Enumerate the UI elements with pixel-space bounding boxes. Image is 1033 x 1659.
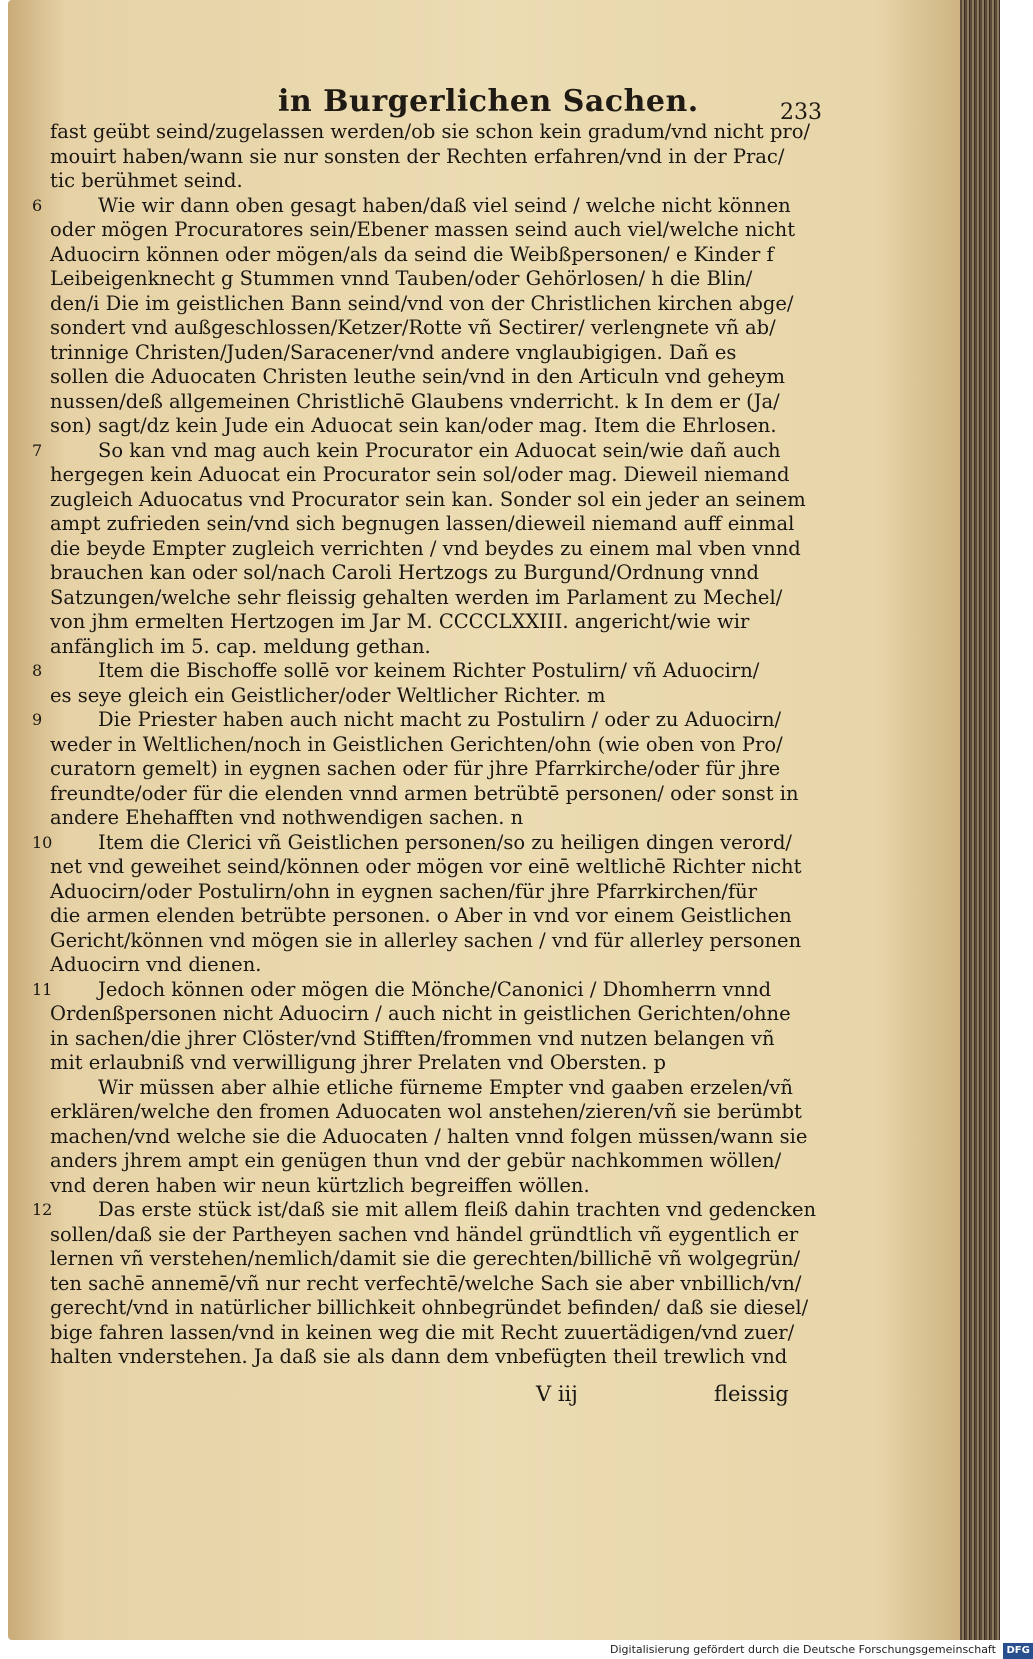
line-text: anders jhrem ampt ein genügen thun vnd der gebür nachkommen wöllen/ [50, 1149, 782, 1172]
text-line [50, 120, 811, 145]
line-text: Item die Bischoffe sollē vor keinem Richter Postulirn/ vñ Aduocirn/ [98, 659, 760, 682]
line-text: sollen/daß sie der Partheyen sachen vnd händel gründtlich vñ eygentlich er [50, 1222, 799, 1246]
line-text: Aduocirn/oder Postulirn/ohn in eygnen sachen/für jhre Pfarrkirchen/für [50, 879, 758, 903]
line-text: in sachen/die jhrer Clöster/vnd Stifften/frommen vnd nutzen belangen vñ [50, 1026, 775, 1050]
text-line [50, 610, 806, 635]
line-text: curatorn gemelt) in eygnen sachen oder für jhre Pfarrkirche/oder für jhre [50, 757, 781, 780]
text-line [50, 953, 806, 978]
text-line [32, 1198, 817, 1223]
line-text: Leibeigenknecht g Stummen vnnd Tauben/oder Gehörlosen/ h die Blin/ [50, 267, 753, 290]
text-line [50, 243, 806, 268]
text-line [50, 1002, 806, 1027]
text-line [50, 855, 806, 880]
line-text: Das erste stück ist/daß sie mit allem fleiß dahin trachten vnd gedencken [98, 1198, 817, 1221]
line-text: Wie wir dann oben gesagt haben/daß viel seind / welche nicht können [98, 193, 791, 217]
line-text: ten sachē annemē/vñ nur recht verfechtē/welche Sach sie aber vnbillich/vn/ [50, 1271, 802, 1295]
margin-number: 11 [32, 979, 53, 999]
text-line [50, 586, 806, 611]
line-text: net vnd geweihet seind/können oder mögen vor einē weltlichē Richter nicht [50, 855, 802, 878]
line-text: ampt zufrieden sein/vnd sich begnugen lassen/dieweil niemand auff einmal [50, 512, 795, 535]
line-text: Ordenßpersonen nicht Aduocirn / auch nicht in geistlichen Gerichten/ohne [50, 1002, 791, 1025]
text-line [32, 438, 806, 464]
text-line [50, 1125, 806, 1150]
margin-number: 9 [32, 710, 43, 729]
text-line [50, 512, 806, 537]
line-text: gerecht/vnd in natürlicher billichkeit ohnbegründet befinden/ daß sie diesel/ [50, 1296, 809, 1319]
line-text: von jhm ermelten Hertzogen im Jar M. CCCCLXXIII. angericht/wie wir [50, 610, 750, 633]
line-text: den/i Die im geistlichen Bann seind/vnd von der Christlichen kirchen abge/ [50, 291, 794, 315]
footer-text: Digitalisierung gefördert durch die Deutsche Forschungsgemeinschaft [610, 1643, 996, 1656]
text-line [50, 488, 806, 513]
line-text: So kan vnd mag auch kein Procurator ein Aduocat sein/wie dañ auch [98, 438, 781, 462]
text-line [50, 1247, 806, 1272]
margin-number: 10 [32, 832, 53, 852]
text-line [50, 1321, 806, 1346]
signature-mark: V iij [536, 1382, 578, 1406]
text-line [50, 904, 806, 929]
text-line [50, 929, 806, 954]
text-line [50, 463, 806, 488]
line-text: trinnige Christen/Juden/Saracener/vnd andere vnglaubigigen. Dañ es [50, 340, 737, 364]
line-text: sondert vnd außgeschlossen/Ketzer/Rotte vñ Sectirer/ verlengnete vñ ab/ [50, 316, 776, 339]
line-text: sollen die Aduocaten Christen leuthe sein/vnd in den Articuln vnd geheym [50, 365, 785, 388]
text-line [32, 659, 806, 684]
text-line [50, 733, 806, 758]
text-line [50, 390, 806, 415]
line-text: oder mögen Procuratores sein/Ebener massen seind auch viel/welche nicht [50, 218, 796, 241]
line-text: zugleich Aduocatus vnd Procurator sein kan. Sonder sol ein jeder an seinem [50, 487, 806, 511]
text-line [50, 880, 806, 905]
dfg-logo: DFG [1003, 1643, 1032, 1659]
line-text: bige fahren lassen/vnd in keinen weg die mit Recht zuuertädigen/vnd zuer/ [50, 1320, 795, 1344]
text-line [50, 782, 806, 807]
line-text: vnd deren haben wir neun kürtzlich begreiffen wöllen. [50, 1173, 590, 1197]
margin-number: 6 [32, 195, 43, 215]
text-line [50, 341, 806, 366]
line-text: weder in Weltlichen/noch in Geistlichen Gerichten/ohn (wie oben von Pro/ [50, 732, 783, 756]
text-line [50, 218, 806, 243]
text-line [50, 1296, 809, 1321]
margin-number: 12 [32, 1200, 53, 1219]
line-text: brauchen kan oder sol/nach Caroli Hertzogs zu Burgund/Ordnung vnnd [50, 561, 760, 584]
margin-number: 7 [32, 440, 43, 460]
text-line [50, 145, 806, 170]
line-text: fast geübt seind/zugelassen werden/ob sie schon kein gradum/vnd nicht pro/ [50, 120, 811, 143]
text-line [50, 635, 806, 660]
line-text: freundte/oder für die elenden vnnd armen betrübtē personen/ oder sonst in [50, 781, 799, 805]
line-text: halten vnderstehen. Ja daß sie als dann dem vnbefügten theil trewlich vnd [50, 1345, 788, 1368]
text-line [32, 830, 806, 856]
line-text: die armen elenden betrübte personen. o Aber in vnd vor einem Geistlichen [50, 904, 792, 927]
line-text: hergegen kein Aduocat ein Procurator sein sol/oder mag. Dieweil niemand [50, 463, 790, 486]
text-line [50, 169, 806, 194]
line-text: Aduocirn können oder mögen/als da seind die Weibßpersonen/ e Kinder f [50, 242, 774, 266]
line-text: lernen vñ verstehen/nemlich/damit sie die gerechten/billichē vñ wolgegrün/ [50, 1247, 801, 1270]
text-line [50, 561, 806, 586]
line-text: Jedoch können oder mögen die Mönche/Canonici / Dhomherrn vnnd [98, 977, 772, 1001]
text-line [50, 1149, 806, 1174]
page-edge [960, 0, 1000, 1640]
margin-number: 8 [32, 661, 43, 680]
line-text: Die Priester haben auch nicht macht zu Postulirn / oder zu Aduocirn/ [98, 708, 782, 731]
running-head: in Burgerlichen Sachen. [278, 84, 699, 119]
text-line [50, 365, 806, 390]
line-text: Gericht/können vnd mögen sie in allerley sachen / vnd für allerley personen [50, 928, 802, 952]
text-line [50, 1223, 806, 1248]
line-text: erklären/welche den fromen Aduocaten wol anstehen/zieren/vñ sie berümbt [50, 1100, 802, 1123]
text-line [50, 1076, 806, 1101]
text-line [50, 414, 806, 439]
line-text: anfänglich im 5. cap. meldung gethan. [50, 634, 431, 658]
line-text: Satzungen/welche sehr fleissig gehalten werden im Parlament zu Mechel/ [50, 585, 783, 609]
line-text: mit erlaubniß vnd verwilligung jhrer Prelaten vnd Obersten. p [50, 1051, 666, 1074]
book-page [8, 0, 970, 1640]
text-line [50, 757, 806, 782]
text-line [32, 977, 806, 1003]
line-text: son) sagt/dz kein Jude ein Aduocat sein kan/oder mag. Item die Ehrlosen. [50, 414, 777, 437]
text-line [50, 1272, 806, 1297]
text-line [50, 1027, 806, 1052]
catchword: fleissig [714, 1382, 789, 1406]
text-line [50, 684, 806, 709]
line-text: tic berühmet seind. [50, 169, 243, 192]
footer-credit [610, 1642, 1030, 1658]
body-text [32, 120, 817, 1370]
line-text: mouirt haben/wann sie nur sonsten der Rechten erfahren/vnd in der Prac/ [50, 144, 785, 168]
line-text: Wir müssen aber alhie etliche fürneme Empter vnd gaaben erzelen/vñ [98, 1075, 793, 1099]
line-text: Item die Clerici vñ Geistlichen personen/so zu heiligen dingen verord/ [98, 830, 792, 854]
text-line [50, 267, 806, 292]
text-line [50, 316, 806, 341]
text-line [50, 1174, 806, 1199]
text-line [50, 1345, 806, 1370]
text-line [32, 193, 806, 219]
line-text: machen/vnd welche sie die Aduocaten / halten vnnd folgen müssen/wann sie [50, 1124, 808, 1148]
text-line [50, 1100, 806, 1125]
text-line [50, 292, 806, 317]
line-text: andere Ehehafften vnd nothwendigen sachen. n [50, 806, 524, 829]
page-number: 233 [780, 100, 822, 125]
text-line [50, 537, 806, 562]
line-text: Aduocirn vnd dienen. [50, 953, 262, 976]
line-text: es seye gleich ein Geistlicher/oder Weltlicher Richter. m [50, 683, 606, 707]
text-line [32, 708, 806, 733]
line-text: nussen/deß allgemeinen Christlichē Glaubens vnderricht. k In dem er (Ja/ [50, 389, 780, 413]
line-text: die beyde Empter zugleich verrichten / vnd beydes zu einem mal vben vnnd [50, 536, 801, 560]
text-line [50, 806, 806, 831]
text-line [50, 1051, 806, 1076]
